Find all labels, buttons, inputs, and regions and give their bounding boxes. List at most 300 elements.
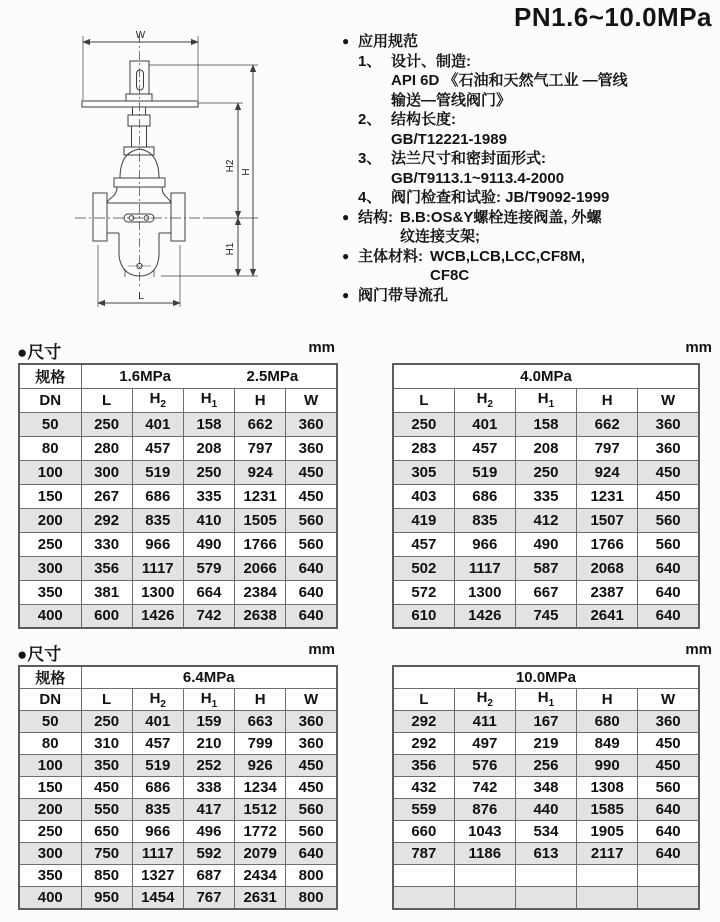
value-cell: 640 <box>638 842 699 864</box>
value-cell <box>515 886 576 908</box>
tbody <box>19 666 337 909</box>
column-header-cell: L <box>393 688 454 710</box>
value-cell: 686 <box>454 484 515 508</box>
value-cell: 1454 <box>132 887 183 909</box>
dn-header-cell: DN <box>19 689 81 711</box>
table-row <box>19 865 337 887</box>
value-cell: 490 <box>183 532 234 556</box>
dn-cell: 200 <box>19 799 81 821</box>
value-cell: 1186 <box>454 842 515 864</box>
value-cell <box>454 864 515 886</box>
spec-line: 纹连接支架; <box>400 228 480 245</box>
value-cell: 167 <box>515 710 576 732</box>
value-cell: 1234 <box>235 777 286 799</box>
page-title: PN1.6~10.0MPa <box>513 2 712 32</box>
value-cell: 2068 <box>577 556 638 580</box>
table-row <box>393 776 699 798</box>
header-row <box>19 666 337 689</box>
value-cell: 519 <box>132 460 183 484</box>
spec-line: 结构长度: <box>391 111 456 128</box>
column-header-cell: $H_1$ <box>515 388 576 412</box>
value-cell: 457 <box>132 436 183 460</box>
column-header-cell: H <box>577 688 638 710</box>
dn-cell: 100 <box>19 755 81 777</box>
value-cell: 450 <box>81 777 132 799</box>
value-cell: 338 <box>183 777 234 799</box>
value-cell: 417 <box>183 799 234 821</box>
value-cell: 1512 <box>235 799 286 821</box>
value-cell: 950 <box>81 887 132 909</box>
value-cell: 613 <box>515 842 576 864</box>
value-cell: 310 <box>81 733 132 755</box>
header-row <box>19 364 337 388</box>
subscript: 1 <box>548 698 555 710</box>
value-cell: 2117 <box>577 842 638 864</box>
value-cell: 587 <box>515 556 576 580</box>
section-title: ●尺寸 <box>17 645 62 664</box>
table-row <box>393 532 699 556</box>
column-header-cell: L <box>393 388 454 412</box>
value-cell: 1766 <box>235 532 286 556</box>
tbody <box>393 364 699 628</box>
table-row <box>393 604 699 628</box>
table-row <box>19 604 337 628</box>
value-cell: 966 <box>132 821 183 843</box>
item-number: 2、 <box>358 111 382 128</box>
value-cell: 600 <box>81 604 132 628</box>
value-cell: 640 <box>638 556 699 580</box>
spec-line: 输送—管线阀门》 <box>391 91 512 109</box>
value-cell: 1043 <box>454 820 515 842</box>
unit-label: mm <box>685 641 712 658</box>
table-row <box>19 821 337 843</box>
table-row <box>393 580 699 604</box>
value-cell: 576 <box>454 754 515 776</box>
value-cell: 640 <box>638 798 699 820</box>
value-cell: 745 <box>515 604 576 628</box>
value-cell: 432 <box>393 776 454 798</box>
item-number: 1、 <box>358 52 382 70</box>
tbody <box>393 666 699 909</box>
value-cell: 560 <box>286 821 337 843</box>
value-cell: 640 <box>286 604 337 628</box>
dn-cell: 150 <box>19 777 81 799</box>
spec-heading-structure: 结构: <box>358 208 393 226</box>
bullet-icon: ● <box>342 209 350 224</box>
dn-header-cell: DN <box>19 388 81 412</box>
value-cell: 1905 <box>577 820 638 842</box>
value-cell: 450 <box>638 732 699 754</box>
value-cell: 640 <box>638 580 699 604</box>
value-cell: 450 <box>638 484 699 508</box>
pressure-table-right <box>392 665 700 910</box>
value-cell: 1231 <box>235 484 286 508</box>
value-cell: 360 <box>286 711 337 733</box>
header-row <box>393 364 699 388</box>
table-row <box>19 412 337 436</box>
header-row <box>393 388 699 412</box>
value-cell: 360 <box>286 733 337 755</box>
pressure-labels <box>82 368 337 385</box>
value-cell: 356 <box>81 556 132 580</box>
value-cell: 2631 <box>235 887 286 909</box>
spec-line: GB/T9113.1~9113.4-2000 <box>391 169 565 187</box>
pressure-table-left <box>18 363 338 629</box>
dim-label-h: H <box>241 168 252 176</box>
table-row <box>19 484 337 508</box>
value-cell: 560 <box>638 532 699 556</box>
value-cell: 450 <box>638 754 699 776</box>
value-cell: 800 <box>286 887 337 909</box>
value-cell <box>515 864 576 886</box>
value-cell: 250 <box>81 711 132 733</box>
value-cell: 412 <box>515 508 576 532</box>
table-row <box>393 484 699 508</box>
value-cell: 550 <box>81 799 132 821</box>
spec-line: 阀门检查和试验: JB/T9092-1999 <box>391 189 610 206</box>
spec-line: WCB,LCB,LCC,CF8M, <box>430 247 585 265</box>
value-cell: 335 <box>183 484 234 508</box>
spec-heading-note: 阀门带导流孔 <box>358 286 449 304</box>
value-cell: 534 <box>515 820 576 842</box>
dim-label-l: L <box>138 291 144 302</box>
value-cell: 2638 <box>235 604 286 628</box>
column-header-cell: $H_2$ <box>454 388 515 412</box>
column-header-cell: H <box>577 388 638 412</box>
dn-cell: 350 <box>19 865 81 887</box>
pressure-table-left <box>18 665 338 910</box>
value-cell: 1117 <box>454 556 515 580</box>
value-cell: 2384 <box>235 580 286 604</box>
table-row <box>393 820 699 842</box>
value-cell: 664 <box>183 580 234 604</box>
unit-label: mm <box>685 339 712 356</box>
value-cell: 926 <box>235 755 286 777</box>
section-header <box>15 336 712 363</box>
value-cell: 1507 <box>577 508 638 532</box>
value-cell <box>393 864 454 886</box>
value-cell: 1231 <box>577 484 638 508</box>
pressure-label: 4.0MPa <box>520 367 572 385</box>
value-cell: 210 <box>183 733 234 755</box>
subscript: 1 <box>548 399 555 410</box>
dn-cell: 200 <box>19 508 81 532</box>
value-cell: 686 <box>132 484 183 508</box>
value-cell: 1117 <box>132 556 183 580</box>
dn-cell: 80 <box>19 733 81 755</box>
dn-cell: 250 <box>19 532 81 556</box>
value-cell: 401 <box>132 412 183 436</box>
column-header-cell: W <box>638 388 699 412</box>
table-row <box>393 508 699 532</box>
table-row <box>19 799 337 821</box>
dimension-section-1 <box>15 638 712 910</box>
value-cell: 797 <box>235 436 286 460</box>
value-cell: 2434 <box>235 865 286 887</box>
value-cell: 403 <box>393 484 454 508</box>
value-cell: 2079 <box>235 843 286 865</box>
value-cell: 350 <box>81 755 132 777</box>
spec-line: 设计、制造: <box>391 52 471 70</box>
column-header-cell: $H_2$ <box>132 689 183 711</box>
table-row <box>19 755 337 777</box>
column-header-cell: L <box>81 689 132 711</box>
value-cell: 924 <box>577 460 638 484</box>
item-number: 4、 <box>358 189 382 206</box>
value-cell: 1585 <box>577 798 638 820</box>
value-cell: 335 <box>515 484 576 508</box>
dn-cell: 350 <box>19 580 81 604</box>
value-cell: 450 <box>286 777 337 799</box>
value-cell: 159 <box>183 711 234 733</box>
value-cell: 2066 <box>235 556 286 580</box>
dn-cell: 400 <box>19 604 81 628</box>
table-row <box>19 532 337 556</box>
value-cell: 1426 <box>132 604 183 628</box>
value-cell: 292 <box>393 710 454 732</box>
value-cell: 640 <box>286 580 337 604</box>
value-cell: 450 <box>286 484 337 508</box>
value-cell <box>577 864 638 886</box>
value-cell: 401 <box>132 711 183 733</box>
header-row <box>393 688 699 710</box>
table-row <box>19 887 337 909</box>
table-row <box>19 460 337 484</box>
value-cell: 799 <box>235 733 286 755</box>
unit-label: mm <box>308 339 335 356</box>
spec-line: GB/T12221-1989 <box>391 130 507 148</box>
value-cell: 1117 <box>132 843 183 865</box>
spec-heading-material: 主体材料: <box>358 247 423 265</box>
value-cell: 650 <box>81 821 132 843</box>
value-cell: 835 <box>132 508 183 532</box>
value-cell: 219 <box>515 732 576 754</box>
value-cell: 360 <box>286 436 337 460</box>
value-cell: 1300 <box>132 580 183 604</box>
value-cell: 663 <box>235 711 286 733</box>
value-cell: 966 <box>132 532 183 556</box>
value-cell: 592 <box>183 843 234 865</box>
value-cell: 360 <box>638 436 699 460</box>
table-row <box>19 436 337 460</box>
bullet-icon: ● <box>342 34 350 48</box>
value-cell: 419 <box>393 508 454 532</box>
value-cell: 208 <box>183 436 234 460</box>
value-cell <box>638 864 699 886</box>
value-cell: 250 <box>81 412 132 436</box>
value-cell: 300 <box>81 460 132 484</box>
value-cell: 560 <box>286 508 337 532</box>
table-row <box>393 436 699 460</box>
column-header-cell: $H_2$ <box>454 688 515 710</box>
value-cell: 292 <box>393 732 454 754</box>
dimension-sections <box>15 0 712 922</box>
unit-label: mm <box>308 641 335 658</box>
value-cell: 835 <box>454 508 515 532</box>
pressure-table-right <box>392 363 700 629</box>
pressure-labels <box>394 368 698 385</box>
value-cell: 305 <box>393 460 454 484</box>
table-row <box>19 843 337 865</box>
header-row <box>19 689 337 711</box>
pressure-label: 2.5MPa <box>246 367 299 385</box>
table-row <box>19 508 337 532</box>
value-cell: 256 <box>515 754 576 776</box>
value-cell: 158 <box>183 412 234 436</box>
value-cell: 800 <box>286 865 337 887</box>
tables-row <box>18 363 712 629</box>
subscript: 2 <box>160 399 166 410</box>
value-cell: 680 <box>577 710 638 732</box>
value-cell: 381 <box>81 580 132 604</box>
value-cell: 742 <box>183 604 234 628</box>
pressure-header-cell <box>81 364 337 388</box>
pressure-labels <box>82 669 337 686</box>
value-cell: 686 <box>132 777 183 799</box>
value-cell: 490 <box>515 532 576 556</box>
value-cell: 348 <box>515 776 576 798</box>
pressure-label: 1.6MPa <box>119 367 171 385</box>
dn-cell: 80 <box>19 436 81 460</box>
table-row <box>19 580 337 604</box>
value-cell: 330 <box>81 532 132 556</box>
subscript: 2 <box>487 698 493 710</box>
header-row <box>19 388 337 412</box>
pressure-header-cell <box>393 364 699 388</box>
table-row <box>19 711 337 733</box>
table-row <box>393 460 699 484</box>
value-cell: 660 <box>393 820 454 842</box>
value-cell: 876 <box>454 798 515 820</box>
value-cell: 450 <box>638 460 699 484</box>
pressure-label: 10.0MPa <box>515 668 577 686</box>
subscript: 2 <box>487 399 493 410</box>
dn-cell: 300 <box>19 556 81 580</box>
value-cell: 457 <box>393 532 454 556</box>
value-cell: 640 <box>638 604 699 628</box>
table-row <box>393 710 699 732</box>
value-cell: 457 <box>454 436 515 460</box>
table-row <box>393 886 699 908</box>
value-cell: 560 <box>638 508 699 532</box>
table-row <box>393 864 699 886</box>
table-row <box>393 412 699 436</box>
pressure-header-cell <box>81 666 337 689</box>
value-cell: 579 <box>183 556 234 580</box>
value-cell: 1772 <box>235 821 286 843</box>
value-cell: 559 <box>393 798 454 820</box>
tables-row <box>18 665 712 910</box>
dn-cell: 50 <box>19 412 81 436</box>
table-row <box>19 556 337 580</box>
value-cell: 208 <box>515 436 576 460</box>
value-cell: 283 <box>393 436 454 460</box>
dimension-section-0 <box>15 336 712 629</box>
section-title: ●尺寸 <box>17 343 62 362</box>
value-cell: 662 <box>577 412 638 436</box>
dim-label-w: W <box>135 30 146 41</box>
value-cell: 1505 <box>235 508 286 532</box>
pressure-label: 6.4MPa <box>182 669 235 686</box>
value-cell: 497 <box>454 732 515 754</box>
value-cell: 457 <box>132 733 183 755</box>
value-cell: 560 <box>286 799 337 821</box>
value-cell: 1308 <box>577 776 638 798</box>
value-cell: 742 <box>454 776 515 798</box>
spec-line: B.B:OS&Y螺栓连接阀盖, 外螺 <box>400 208 602 226</box>
value-cell: 411 <box>454 710 515 732</box>
value-cell <box>638 886 699 908</box>
value-cell: 640 <box>638 820 699 842</box>
value-cell: 158 <box>515 412 576 436</box>
value-cell: 787 <box>393 842 454 864</box>
dim-label-h1: H1 <box>225 242 236 256</box>
tbody <box>19 364 337 628</box>
column-header-cell: $H_2$ <box>132 388 183 412</box>
value-cell: 519 <box>132 755 183 777</box>
value-cell: 360 <box>286 412 337 436</box>
pressure-labels <box>394 669 698 686</box>
subscript: 1 <box>211 698 218 710</box>
value-cell <box>454 886 515 908</box>
value-cell: 2641 <box>577 604 638 628</box>
value-cell: 250 <box>393 412 454 436</box>
table-row <box>393 732 699 754</box>
column-header-cell: W <box>638 688 699 710</box>
value-cell: 560 <box>638 776 699 798</box>
value-cell: 360 <box>638 710 699 732</box>
dn-cell: 300 <box>19 843 81 865</box>
value-cell: 835 <box>132 799 183 821</box>
table-row <box>393 556 699 580</box>
value-cell: 990 <box>577 754 638 776</box>
dn-cell: 250 <box>19 821 81 843</box>
column-header-cell: H <box>235 689 286 711</box>
value-cell: 440 <box>515 798 576 820</box>
bullet-icon: ● <box>342 287 350 302</box>
value-cell: 560 <box>286 532 337 556</box>
value-cell: 667 <box>515 580 576 604</box>
value-cell: 850 <box>81 865 132 887</box>
header-row <box>393 666 699 688</box>
value-cell: 360 <box>638 412 699 436</box>
value-cell: 450 <box>286 460 337 484</box>
column-header-cell: H <box>235 388 286 412</box>
subscript: 2 <box>160 698 166 710</box>
spec-line: 法兰尺寸和密封面形式: <box>391 150 546 167</box>
value-cell: 687 <box>183 865 234 887</box>
column-header-cell: L <box>81 388 132 412</box>
value-cell: 250 <box>515 460 576 484</box>
value-cell: 750 <box>81 843 132 865</box>
value-cell: 572 <box>393 580 454 604</box>
column-header-cell: $H_1$ <box>183 689 234 711</box>
value-cell: 502 <box>393 556 454 580</box>
bullet-icon: ● <box>342 248 350 263</box>
value-cell: 610 <box>393 604 454 628</box>
value-cell: 250 <box>183 460 234 484</box>
dn-cell: 100 <box>19 460 81 484</box>
column-header-cell: $H_1$ <box>515 688 576 710</box>
value-cell: 767 <box>183 887 234 909</box>
value-cell: 496 <box>183 821 234 843</box>
table-row <box>393 798 699 820</box>
value-cell: 797 <box>577 436 638 460</box>
table-row <box>393 842 699 864</box>
value-cell: 849 <box>577 732 638 754</box>
subscript: 1 <box>211 399 218 410</box>
dim-label-h2: H2 <box>225 159 236 173</box>
